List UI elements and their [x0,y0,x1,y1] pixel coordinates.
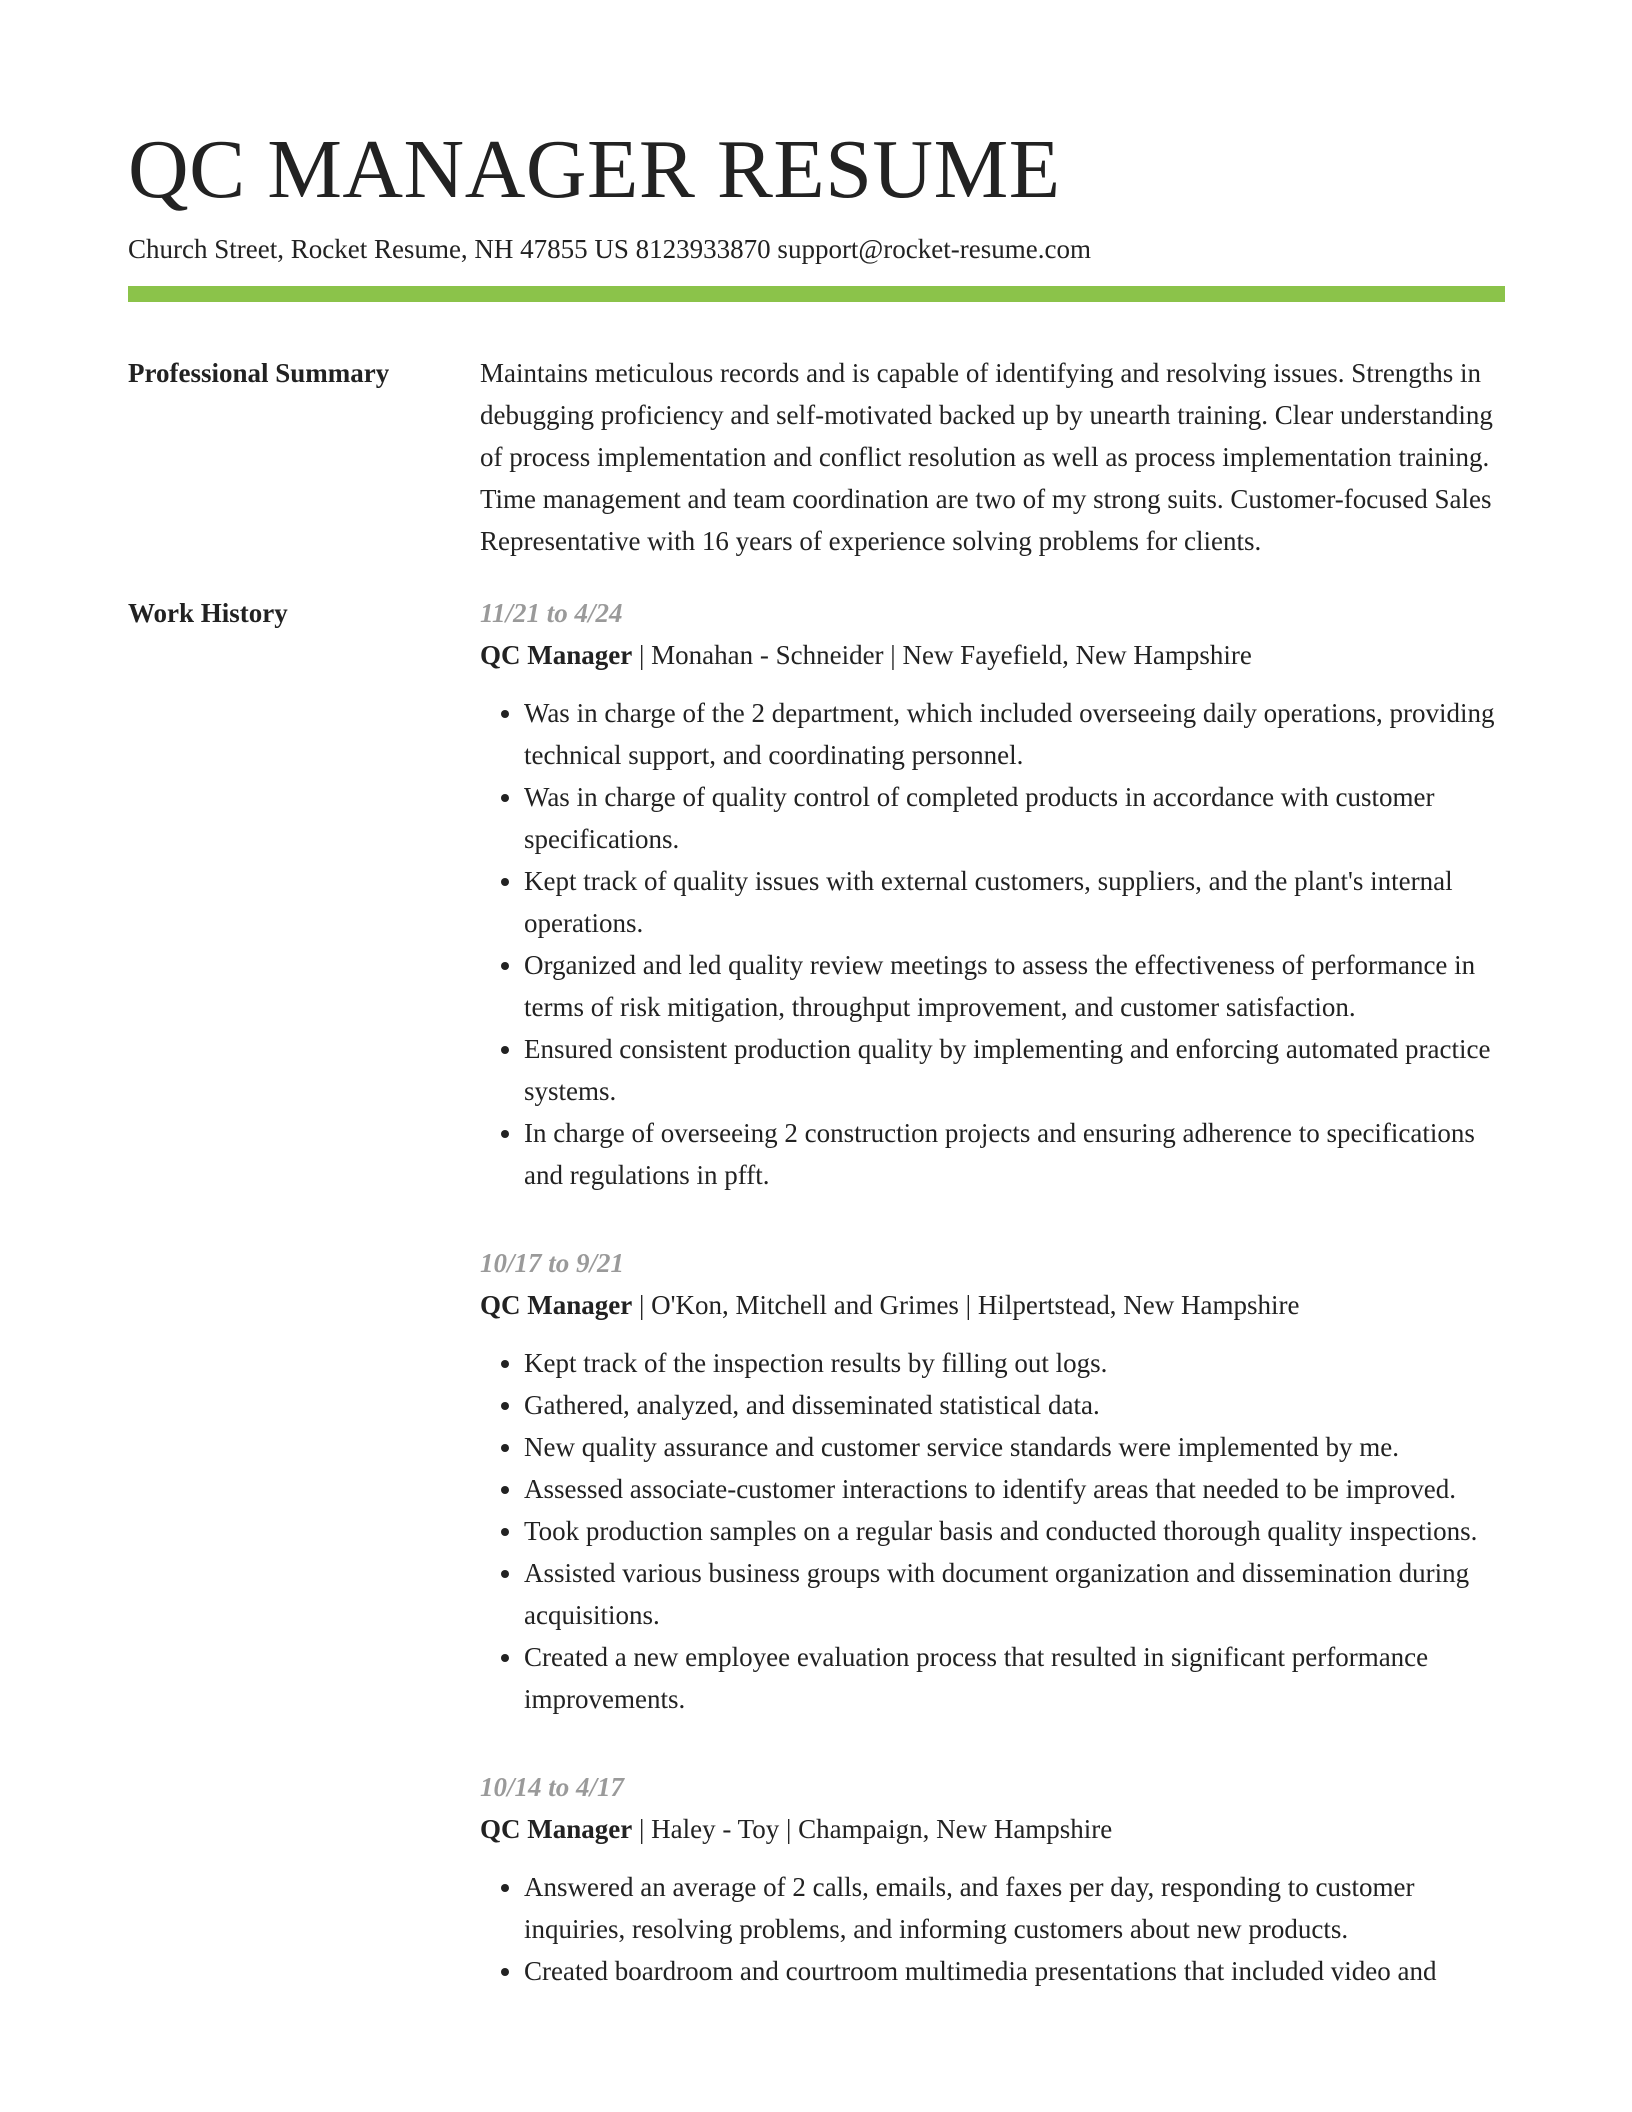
job-entry [480,592,1505,1196]
job-bullet: • Kept track of the inspection results by filling out logs. [524,1342,1505,1384]
contact-info: Church Street, Rocket Resume, NH 47855 US 8123933870 support@rocket-resume.com [128,234,1091,264]
job-heading [480,1808,1505,1850]
job-bullet: • Organized and led quality review meetings to assess the effectiveness of performance in terms of risk mitigation, throughput improvement, and customer satisfaction. [524,944,1505,1028]
job-heading [480,1284,1505,1326]
job-bullet: • Created a new employee evaluation process that resulted in significant performance improvements. [524,1636,1505,1720]
work-history-list [480,592,1505,2038]
professional-summary-section [128,352,1505,562]
job-title: QC Manager [480,1290,633,1320]
job-company-location: | Haley - Toy | Champaign, New Hampshire [632,1814,1113,1844]
job-bullet: • Ensured consistent production quality by implementing and enforcing automated practice systems. [524,1028,1505,1112]
job-bullets [480,1342,1505,1720]
job-title: QC Manager [480,640,633,670]
job-bullets [480,1866,1505,1992]
job-bullet: • Was in charge of quality control of completed products in accordance with customer specifications. [524,776,1505,860]
job-title: QC Manager [480,1814,633,1844]
section-label-work: Work History [128,598,288,628]
header-divider [128,286,1505,302]
work-history-section [128,592,1505,2038]
job-bullet: • Kept track of quality issues with external customers, suppliers, and the plant's internal operations. [524,860,1505,944]
job-bullet: • Assessed associate-customer interactions to identify areas that needed to be improved. [524,1468,1505,1510]
job-bullet: • Created boardroom and courtroom multimedia presentations that included video and [524,1950,1505,1992]
job-company-location: | O'Kon, Mitchell and Grimes | Hilpertstead, New Hampshire [632,1290,1300,1320]
job-heading [480,634,1505,676]
job-dates: 10/17 to 9/21 [480,1248,625,1278]
job-entry [480,1766,1505,1992]
job-bullet: • Was in charge of the 2 department, which included overseeing daily operations, providing technical support, and coordinating personnel. [524,692,1505,776]
job-bullet: • Answered an average of 2 calls, emails, and faxes per day, responding to customer inquiries, resolving problems, and informing customers about new products. [524,1866,1505,1950]
job-bullet: • Gathered, analyzed, and disseminated statistical data. [524,1384,1505,1426]
job-bullets [480,692,1505,1196]
job-bullet: • Assisted various business groups with document organization and dissemination during acquisitions. [524,1552,1505,1636]
job-bullet: • Took production samples on a regular basis and conducted thorough quality inspections. [524,1510,1505,1552]
job-dates: 11/21 to 4/24 [480,598,623,628]
job-dates: 10/14 to 4/17 [480,1772,625,1802]
job-bullet: • New quality assurance and customer service standards were implemented by me. [524,1426,1505,1468]
job-entry [480,1242,1505,1720]
section-label-summary: Professional Summary [128,358,390,388]
summary-text: Maintains meticulous records and is capable of identifying and resolving issues. Strengths in debugging proficiency and self-motivated backed up by unearth training. Clear understanding of process implementation and conflict resolution as well as process implementation training. Time management and team coordination are two of my strong suits. Customer-focused Sales Representative with 16 years of experience solving problems for clients. [480,358,1493,556]
job-bullet: • In charge of overseeing 2 construction projects and ensuring adherence to specifications and regulations in pfft. [524,1112,1505,1196]
page-title: QC MANAGER RESUME [128,123,1061,216]
job-company-location: | Monahan - Schneider | New Fayefield, New Hampshire [632,640,1252,670]
resume-page [128,120,1505,2038]
